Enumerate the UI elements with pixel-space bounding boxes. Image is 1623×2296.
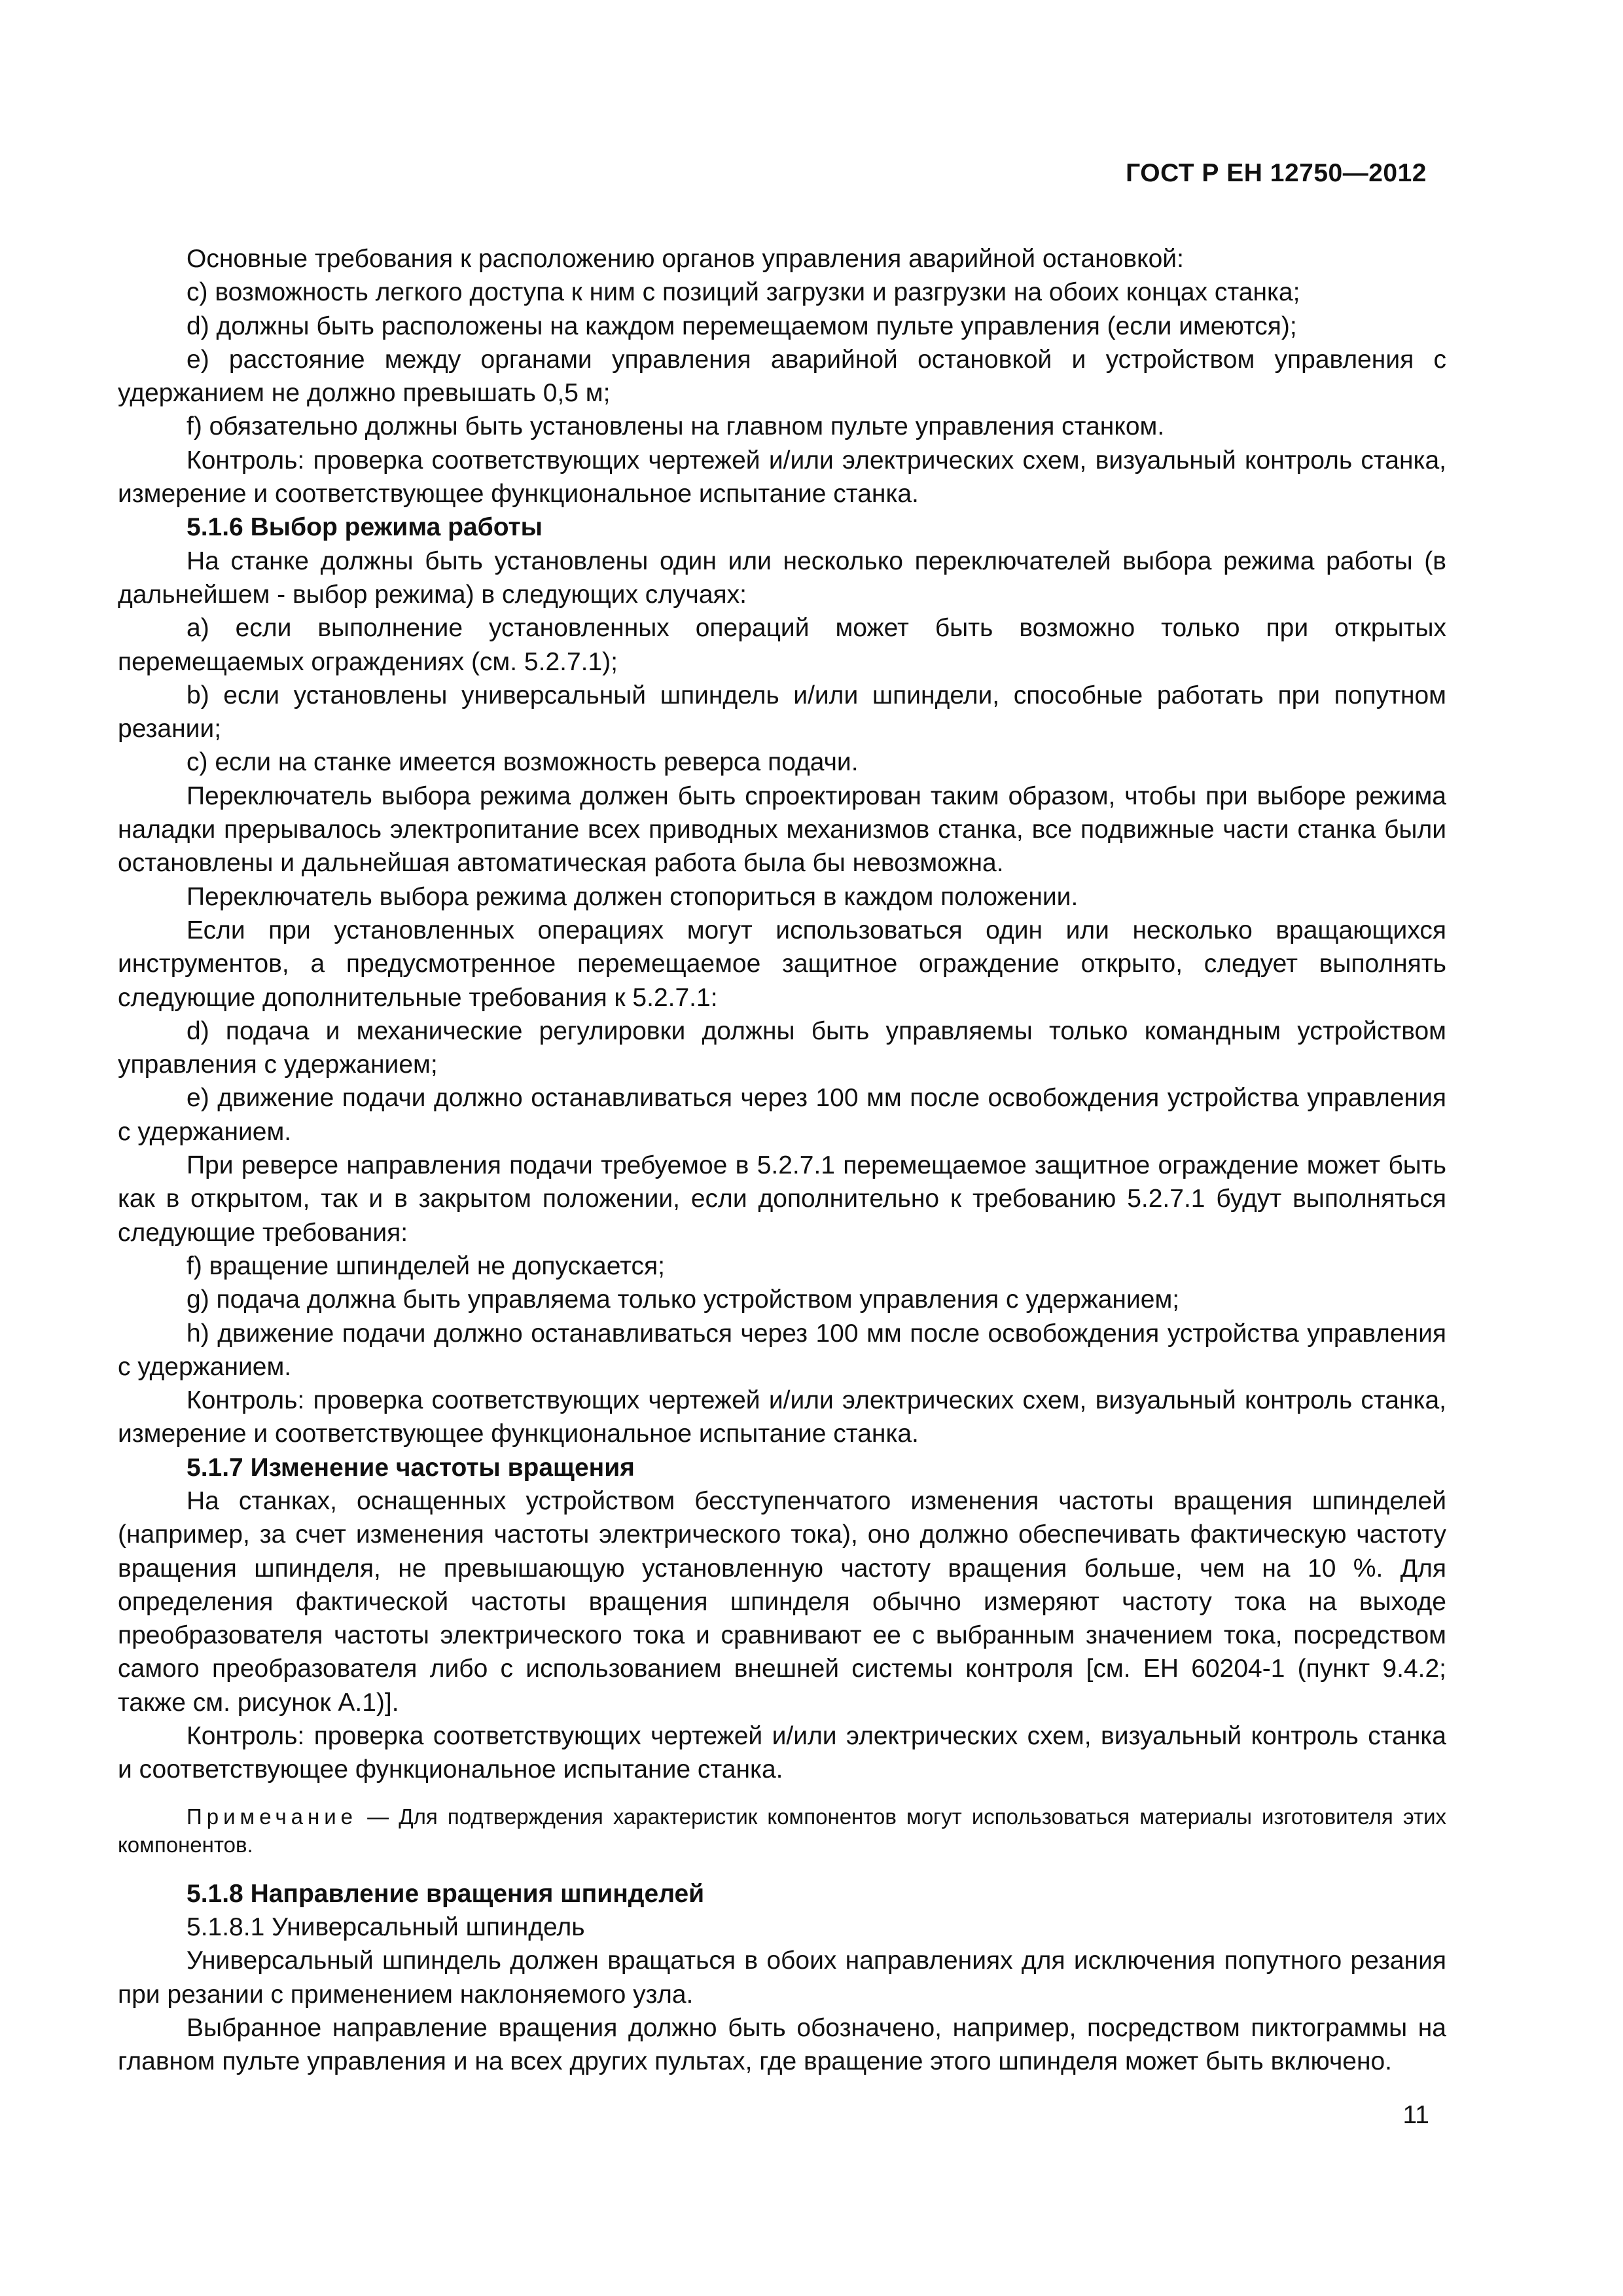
list-item: g) подача должна быть управляема только устройством управления с удержанием;	[187, 1285, 1180, 1314]
list-item: e) расстояние между органами управления аварийной остановкой и устройством управления с удержанием не должно превышать 0,5 м;	[118, 345, 1446, 408]
list-item: e) движение подачи должно останавливаться через 100 мм после освобождения устройства управления с удержанием.	[118, 1084, 1446, 1146]
list-item: d) должны быть расположены на каждом перемещаемом пульте управления (если имеются);	[187, 312, 1297, 340]
list-item: a) если выполнение установленных операций может быть возможно только при открытых перемещаемых ограждениях (см. 5.2.7.1);	[118, 614, 1446, 676]
paragraph: Переключатель выбора режима должен стопориться в каждом положении.	[187, 882, 1079, 911]
list-item: d) подача и механические регулировки должны быть управляемы только командным устройством управления с удержанием;	[118, 1016, 1446, 1079]
paragraph: Переключатель выбора режима должен быть спроектирован таким образом, чтобы при выборе режима наладки прерывалось электропитание всех приводных механизмов станка, все подвижные части станка были остановлены и дальнейшая автоматическая работа была бы невозможна.	[118, 781, 1446, 878]
note-lead: Примечание	[187, 1804, 358, 1829]
list-item: c) если на станке имеется возможность реверса подачи.	[187, 748, 859, 777]
list-item: c) возможность легкого доступа к ним с позиций загрузки и разгрузки на обоих концах станка;	[187, 278, 1300, 307]
section-heading: 5.1.8 Направление вращения шпинделей	[187, 1879, 705, 1908]
note	[118, 1803, 1446, 1859]
paragraph: Контроль: проверка соответствующих чертежей и/или электрических схем, визуальный контроль станка, измерение и соответствующее функциональное испытание станка.	[118, 1386, 1446, 1448]
document-header: ГОСТ Р ЕН 12750—2012	[1126, 159, 1427, 187]
paragraph: Основные требования к расположению органов управления аварийной остановкой:	[187, 245, 1184, 273]
list-item: b) если установлены универсальный шпиндель и/или шпиндели, способные работать при попутном резании;	[118, 681, 1446, 744]
list-item: h) движение подачи должно останавливаться через 100 мм после освобождения устройства управления с удержанием.	[118, 1319, 1446, 1381]
paragraph: Контроль: проверка соответствующих чертежей и/или электрических схем, визуальный контроль станка, измерение и соответствующее функциональное испытание станка.	[118, 446, 1446, 509]
paragraph: На станке должны быть установлены один или несколько переключателей выбора режима работы (в дальнейшем - выбор режима) в следующих случаях:	[118, 547, 1446, 609]
paragraph: На станках, оснащенных устройством бесступенчатого изменения частоты вращения шпинделей (например, за счет изменения частоты электрического тока), оно должно обеспечивать фактическую частоту вращения шпинделя, не превышающую установленную частоту вращения больше, чем на 10 %. Для определения фактической частоты вращения шпинделя обычно измеряют частоту тока на выходе преобразователя частоты электрического тока и сравнивают ее с выбранным значением тока, посредством самого преобразователя либо с использованием внешней системы контроля [см. ЕН 60204-1 (пункт 9.4.2; также см. рисунок А.1)].	[118, 1486, 1446, 1717]
page-number: 11	[1402, 2101, 1429, 2129]
paragraph: Универсальный шпиндель должен вращаться в обоих направлениях для исключения попутного резания при резании с применением наклоняемого узла.	[118, 1946, 1446, 2009]
document-body	[118, 242, 1446, 2078]
paragraph: При реверсе направления подачи требуемое в 5.2.7.1 перемещаемое защитное ограждение может быть как в открытом, так и в закрытом положении, если дополнительно к требованию 5.2.7.1 будут выполняться следующие требования:	[118, 1151, 1446, 1247]
paragraph: Контроль: проверка соответствующих чертежей и/или электрических схем, визуальный контроль станка и соответствующее функциональное испытание станка.	[118, 1722, 1446, 1784]
paragraph: Если при установленных операциях могут использоваться один или несколько вращающихся инструментов, а предусмотренное перемещаемое защитное ограждение открыто, следует выполнять следующие дополнительные требования к 5.2.7.1:	[118, 916, 1446, 1012]
section-heading: 5.1.6 Выбор режима работы	[187, 513, 543, 542]
subsection-heading: 5.1.8.1 Универсальный шпиндель	[187, 1912, 585, 1941]
paragraph: Выбранное направление вращения должно быть обозначено, например, посредством пиктограммы на главном пульте управления и на всех других пультах, где вращение этого шпинделя может быть включено.	[118, 2013, 1446, 2076]
list-item: f) обязательно должны быть установлены на главном пульте управления станком.	[187, 412, 1165, 441]
list-item: f) вращение шпинделей не допускается;	[187, 1251, 665, 1280]
section-heading: 5.1.7 Изменение частоты вращения	[187, 1453, 635, 1482]
note-text: — Для подтверждения характеристик компонентов могут использоваться материалы изготовителя этих компонентов.	[118, 1804, 1447, 1857]
